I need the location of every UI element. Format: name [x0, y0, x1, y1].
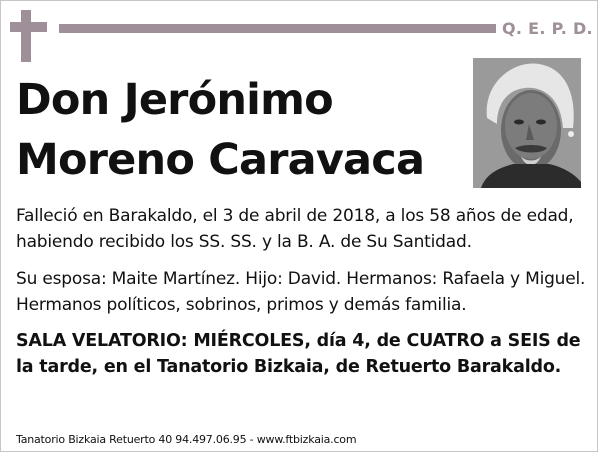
qepd-label: Q. E. P. D. — [502, 19, 593, 38]
death-notice-paragraph: Falleció en Barakaldo, el 3 de abril de 2018, a los 58 años de edad, habiendo recibido los SS. SS. y la B. A. de Su Santidad. — [16, 206, 574, 252]
deceased-name-line2: Moreno Caravaca — [16, 135, 425, 185]
family-paragraph: Su esposa: Maite Martínez. Hijo: David. Hermanos: Rafaela y Miguel. Hermanos políticos, sobrinos, primos y demás familia. — [16, 269, 586, 315]
funeral-home-footer: Tanatorio Bizkaia Retuerto 40 94.497.06.95 - www.ftbizkaia.com — [16, 433, 357, 446]
header-divider — [59, 24, 496, 33]
deceased-name — [16, 70, 466, 190]
wake-paragraph: SALA VELATORIO: MIÉRCOLES, día 4, de CUATRO a SEIS de la tarde, en el Tanatorio Bizkaia, de Retuerto Barakaldo. — [16, 331, 581, 377]
deceased-name-line1: Don Jerónimo — [16, 75, 333, 125]
deceased-photo — [473, 58, 581, 188]
